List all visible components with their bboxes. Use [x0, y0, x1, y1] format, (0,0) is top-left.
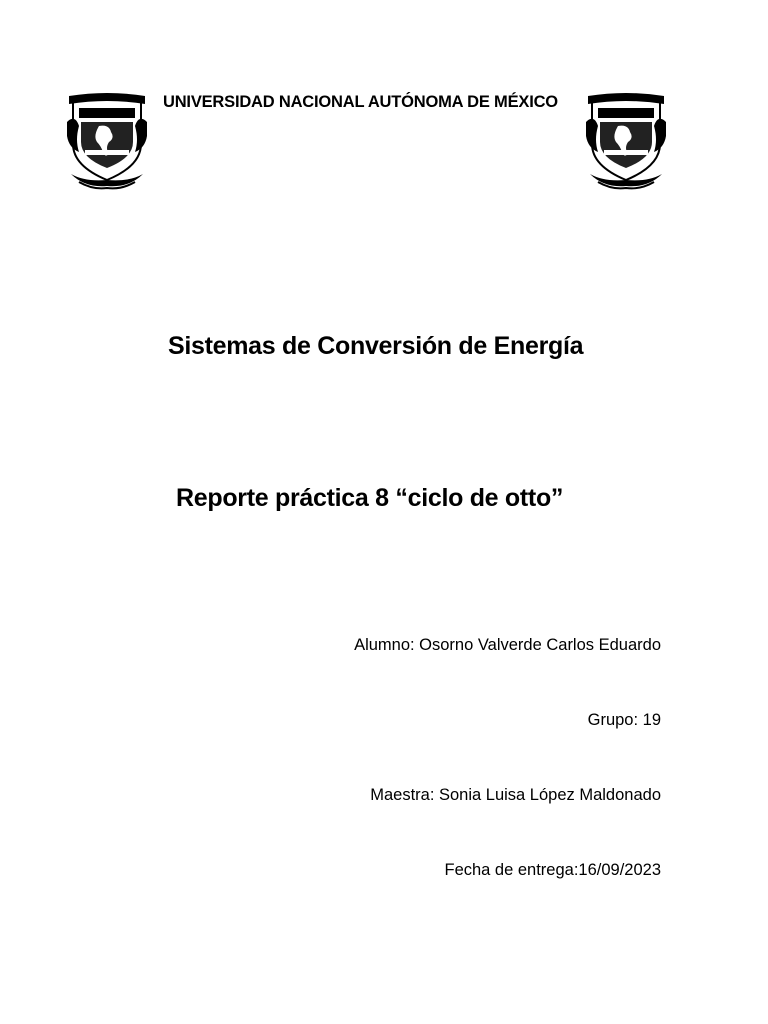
group-number: Grupo: 19: [587, 711, 661, 729]
teacher-name: Maestra: Sonia Luisa López Maldonado: [370, 786, 661, 804]
report-title: Reporte práctica 8 “ciclo de otto”: [176, 484, 564, 512]
unam-crest-icon: [65, 92, 149, 190]
university-name: UNIVERSIDAD NACIONAL AUTÓNOMA DE MÉXICO: [163, 93, 558, 111]
course-title: Sistemas de Conversión de Energía: [168, 332, 584, 360]
student-name: Alumno: Osorno Valverde Carlos Eduardo: [354, 636, 661, 654]
delivery-date: Fecha de entrega:16/09/2023: [444, 861, 661, 879]
unam-crest-icon: [584, 92, 668, 190]
